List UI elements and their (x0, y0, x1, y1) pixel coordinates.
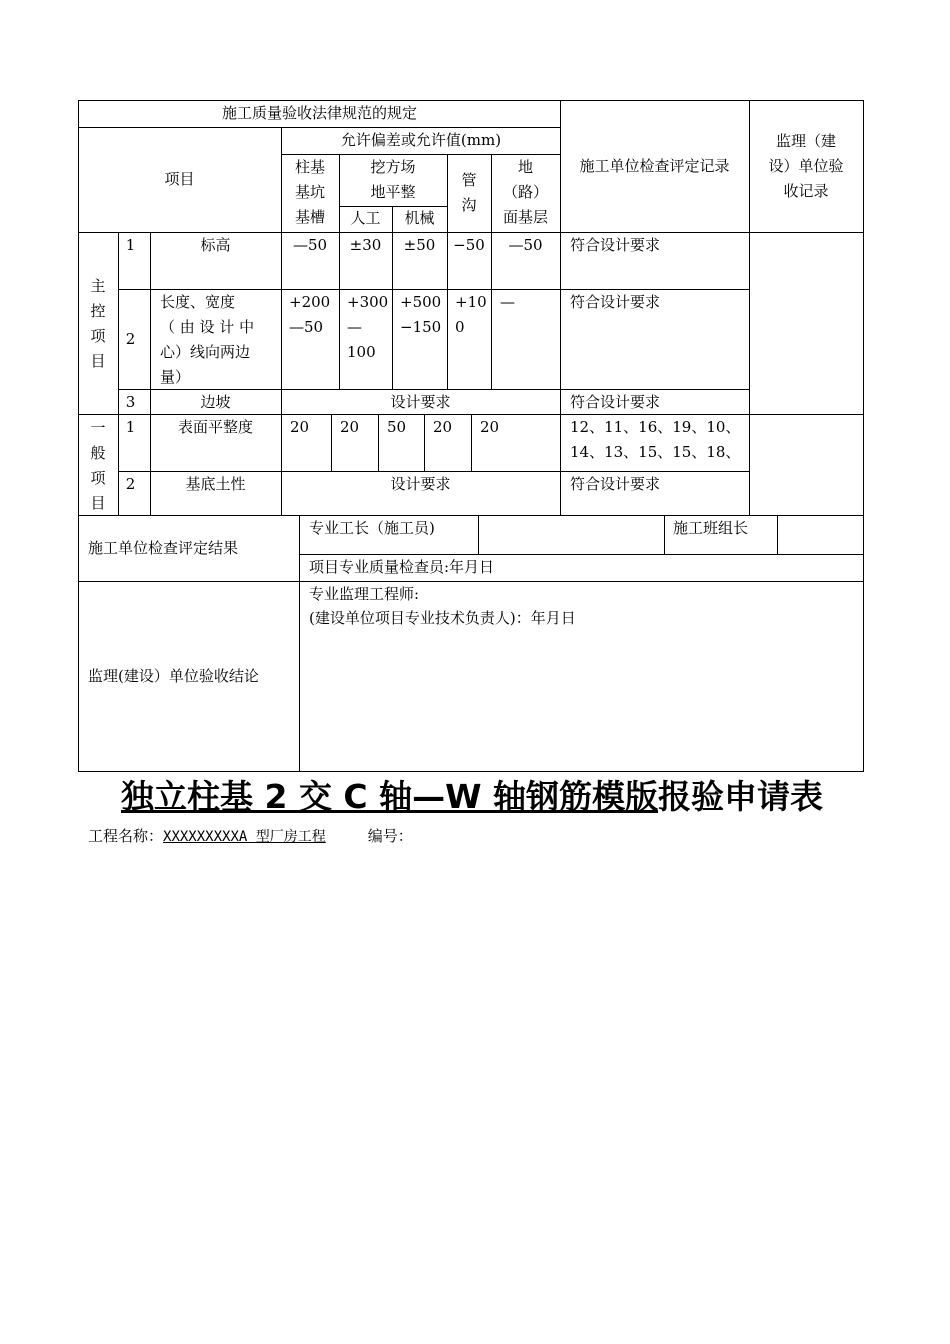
construction-record-header: 施工单位检查评定记录 (579, 157, 730, 175)
project-name-value: XXXXXXXXXA 型厂房工程 (163, 829, 326, 845)
team-leader-label: 施工班组长 (673, 519, 749, 537)
col-manual-header: 人工 (350, 209, 381, 227)
number-label: 编号： (367, 827, 413, 845)
col-machine-header: 机械 (404, 209, 435, 227)
construction-result-label: 施工单位检查评定结果 (88, 539, 239, 557)
engineer-label: 专业监理工程师: (309, 585, 420, 603)
spec-title: 施工质量验收法律规范的规定 (221, 104, 417, 122)
inspector-label: 项目专业质量检查员:年月日 (309, 558, 495, 576)
form-title-underlined: 独立柱基 2 交 C 轴—W 轴钢筋模版 (120, 777, 659, 816)
project-name-label: 工程名称： (88, 827, 164, 845)
project-info (88, 824, 413, 849)
owner-tech-label: (建设单位项目专业技术负责人)：年月日 (309, 609, 576, 627)
foreman-label: 专业工长（施工员) (309, 519, 435, 537)
form-title (80, 772, 864, 822)
item-header: 项目 (164, 170, 195, 188)
tolerance-title: 允许偏差或允许值(mm) (340, 131, 502, 149)
supervision-conclusion-label: 监理(建设）单位验收结论 (88, 667, 259, 685)
form-title-rest: 报验申请表 (658, 777, 824, 816)
